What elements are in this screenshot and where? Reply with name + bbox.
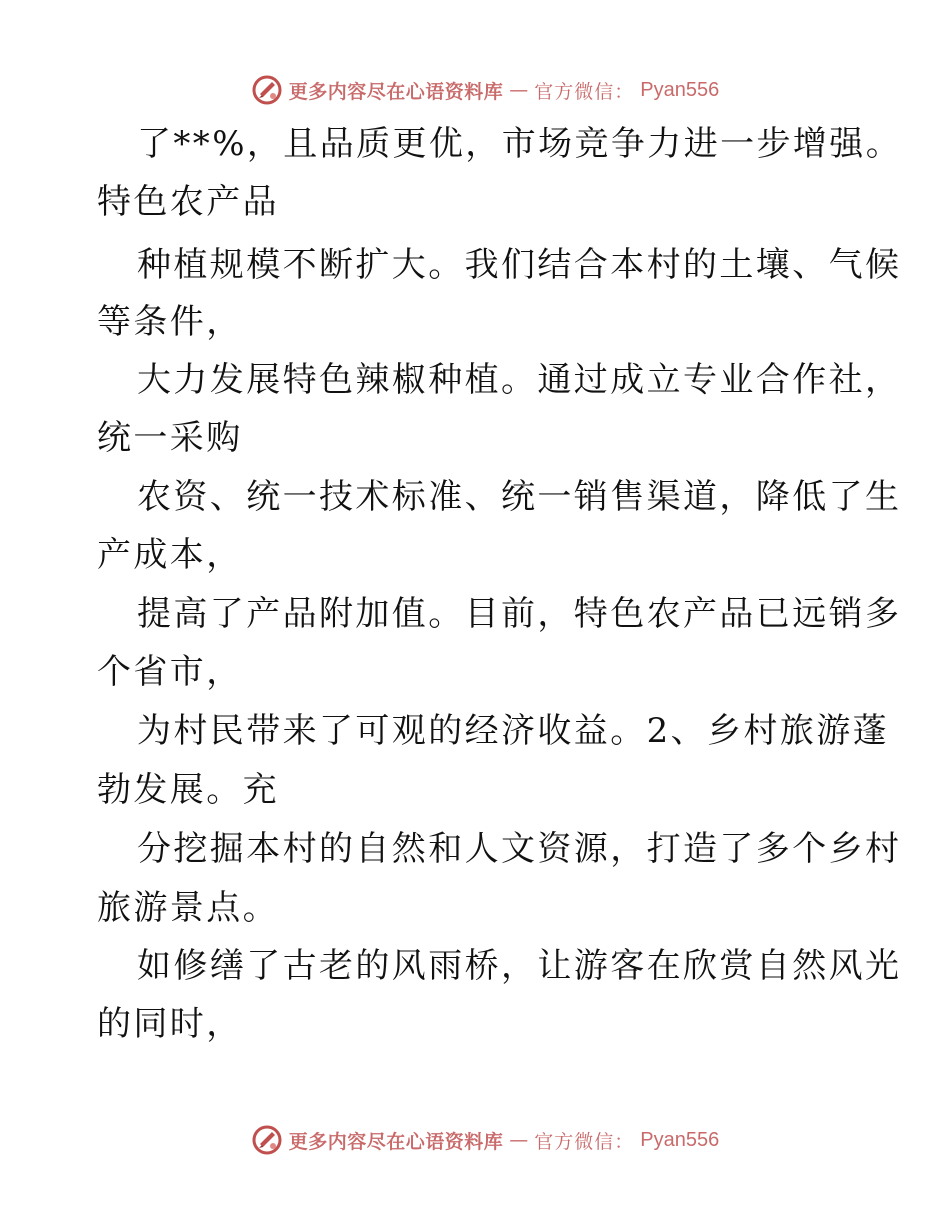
header-wechat-id: Pyan556 (640, 78, 720, 101)
text-line: 种植规模不断扩大。我们结合本村的土壤、气候 (137, 245, 902, 285)
header-wechat-label: 官方微信： (534, 80, 635, 103)
text-line: 产成本， (97, 535, 243, 575)
text-line: 等条件， (97, 302, 243, 342)
text-line: 提高了产品附加值。目前，特色农产品已远销多 (137, 594, 902, 634)
text-line: 了**%，且品质更优，市场竞争力进一步增强。 (137, 124, 903, 164)
text-line: 农资、统一技术标准、统一销售渠道，降低了生 (137, 477, 902, 517)
text-line: 个省市， (97, 652, 243, 692)
header-banner (0, 70, 950, 110)
header-separator: — (509, 79, 529, 101)
brand-logo-icon (251, 74, 283, 106)
text-line: 旅游景点。 (97, 888, 279, 928)
text-line: 分挖掘本村的自然和人文资源，打造了多个乡村 (137, 829, 902, 869)
text-line: 为村民带来了可观的经济收益。2、乡村旅游蓬 (137, 711, 890, 751)
text-line: 如修缮了古老的风雨桥，让游客在欣赏自然风光 (137, 946, 902, 986)
text-line: 的同时， (97, 1004, 243, 1044)
text-line: 统一采购 (97, 418, 243, 458)
text-line: 特色农产品 (97, 182, 279, 222)
footer-wechat-label: 官方微信： (534, 1130, 635, 1153)
text-line: 大力发展特色辣椒种植。通过成立专业合作社， (137, 360, 902, 400)
text-line: 勃发展。充 (97, 770, 279, 810)
footer-separator: — (509, 1129, 529, 1151)
footer-wechat-id: Pyan556 (640, 1128, 720, 1151)
header-promo-text: 更多内容尽在心语资料库 (288, 80, 504, 103)
footer-banner (0, 1120, 950, 1160)
brand-logo-icon (251, 1124, 283, 1156)
footer-promo-text: 更多内容尽在心语资料库 (288, 1130, 504, 1153)
